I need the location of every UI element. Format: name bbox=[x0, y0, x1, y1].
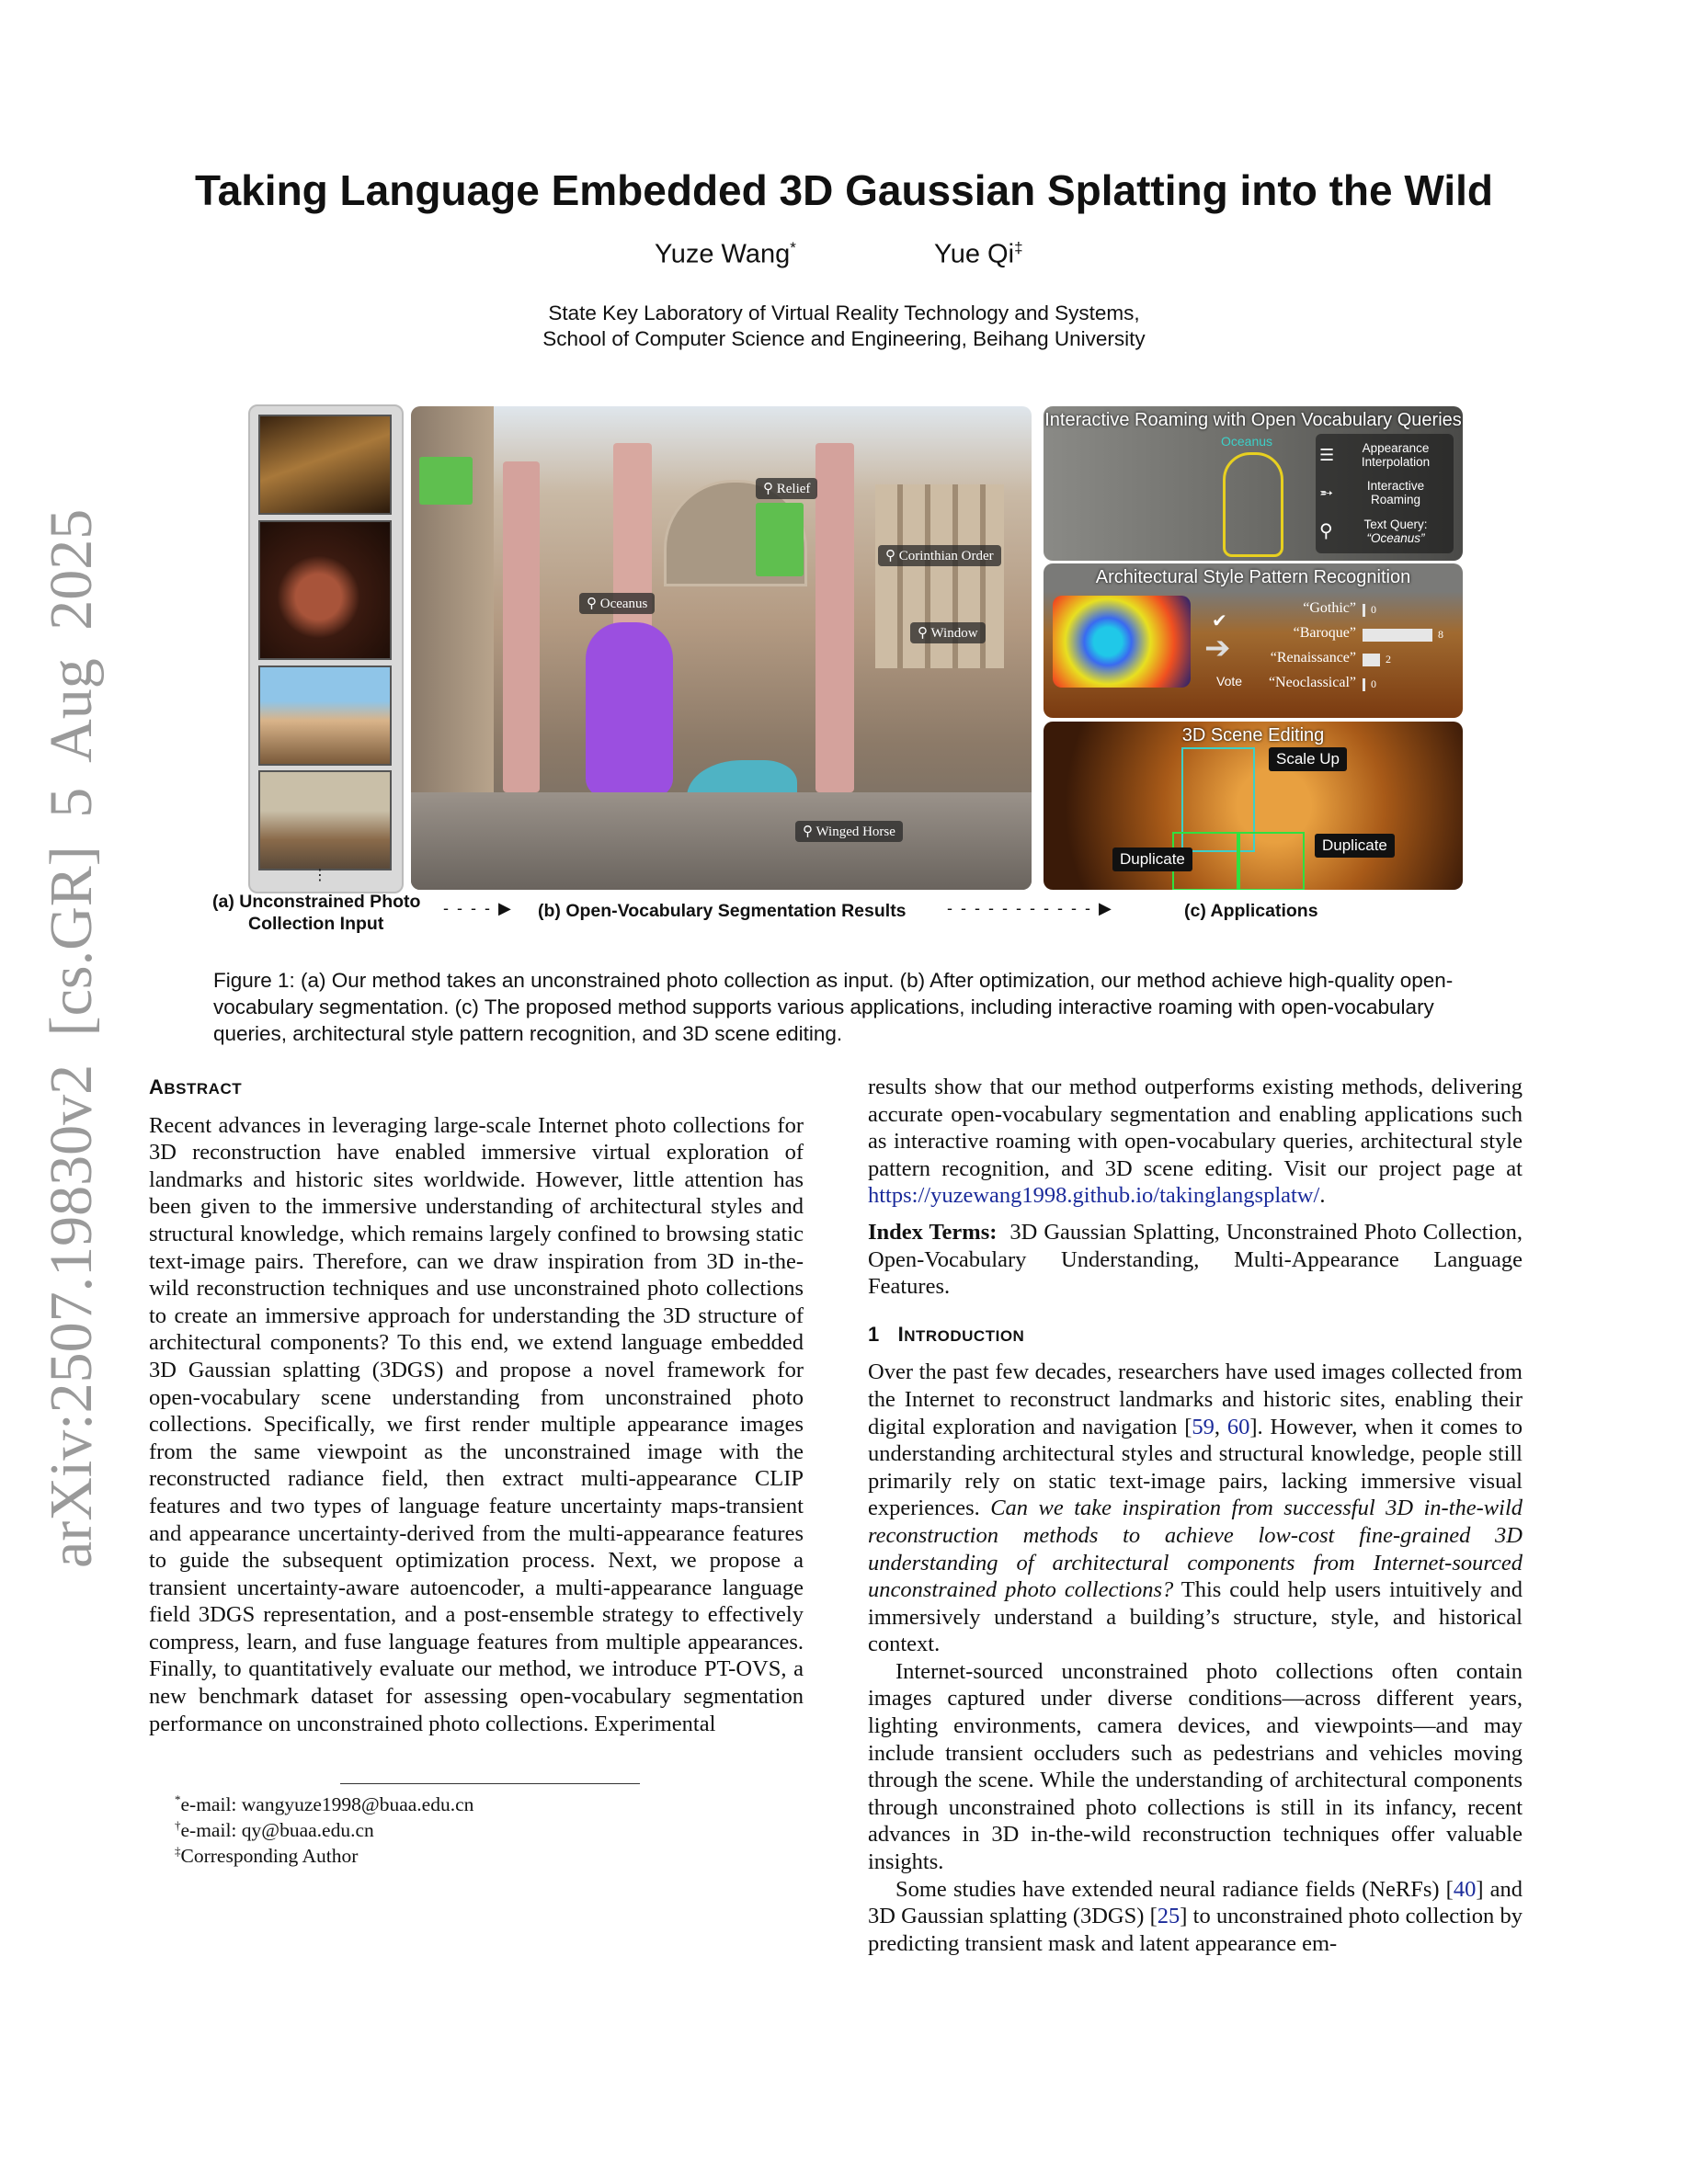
label-a-line-2: Collection Input bbox=[248, 914, 384, 934]
roaming-panel bbox=[1044, 406, 1463, 561]
arrow-c: - - - - - - - - - - - ▶ bbox=[947, 899, 1113, 917]
query-label-window: ⚲ Window bbox=[910, 622, 986, 643]
intro-paragraph-3: Some studies have extended neural radiance fields (NeRFs) [40] and 3D Gaussian splatting (3DGS) [25] to unconstrained photo collection by predicting transient mask and latent appearance em- bbox=[868, 1876, 1523, 1956]
intro-paragraph-1: Over the past few decades, researchers have used images collected from the Internet to reconstruct landmarks and historic sites, enabling their digital exploration and navigation [59, 60]. However, when it comes to understanding architectural styles and structural knowledge, people still primarily rely on static text-image pairs, lacking immersive visual experiences. Can we take inspiration from successful 3D in-the-wild reconstruction methods to achieve low-cost fine-grained 3D understanding of architectural components from Internet-sourced unconstrained photo collections? This could help users intuitively and immersively understand a building’s structure, style, and historical context. bbox=[868, 1359, 1523, 1657]
style-name-3: “Neoclassical” bbox=[1268, 675, 1356, 690]
abstract-text: Recent advances in leveraging large-scale Internet photo collections for 3D reconstruction have enabled immersive virtual exploration of landmarks and historic sites worldwide. However, little attention has been given to the immersive understanding of architectural styles and structural knowledge, which remains largely confined to browsing static text-image pairs. Therefore, can we draw inspiration from 3D in-the-wild reconstruction techniques and use unconstrained photo collections to create an immersive approach for understanding the 3D structure of architectural components? To this end, we extend language embedded 3D Gaussian splatting (3DGS) and propose a novel framework for open-vocabulary scene understanding from unconstrained photo collections. Specifically, we first render multiple appearance images from the same viewpoint as the unconstrained image with the reconstructed radiance field, then extract multi-appearance CLIP features and two types of language feature uncertainty maps-transient and appearance uncertainty-derived from the multi-appearance features to guide the subsequent optimization process. Next, we propose a transient uncertainty-aware autoencoder, a multi-appearance language field 3DGS representation, and a post-ensemble strategy to effectively compress, learn, and fuse language features from multiple appearances. Finally, to quantitatively evaluate our method, we introduce PT-OVS, a new benchmark dataset for assessing open-vocabulary segmentation performance on unconstrained photo collections. Experimental bbox=[149, 1112, 804, 1736]
axes-icon: ➵ bbox=[1319, 483, 1334, 502]
label-b: (b) Open-Vocabulary Segmentation Results bbox=[538, 901, 907, 921]
style-name-1: “Baroque” bbox=[1293, 625, 1356, 641]
roaming-title: Interactive Roaming with Open Vocabulary Queries bbox=[1044, 410, 1462, 430]
menu-appearance-interpolation[interactable]: ☰ Appearance Interpolation bbox=[1319, 441, 1431, 469]
style-bar-3 bbox=[1363, 678, 1365, 691]
query-label-relief: ⚲ Relief bbox=[756, 478, 817, 499]
arxiv-stamp: arXiv:2507.19830v2 [cs.GR] 5 Aug 2025 bbox=[38, 508, 105, 1568]
label-a-line-1: (a) Unconstrained Photo bbox=[212, 892, 421, 912]
style-count-0: 0 bbox=[1371, 603, 1376, 616]
footnote-1: *e-mail: wangyuze1998@buaa.edu.cn bbox=[175, 1792, 474, 1816]
arrow-b: - - - - ▶ bbox=[443, 899, 513, 917]
label-c: (c) Applications bbox=[1184, 901, 1318, 921]
index-terms: Index Terms: 3D Gaussian Splatting, Unconstrained Photo Collection, Open-Vocabulary Understanding, Multi-Appearance Language Features. bbox=[868, 1219, 1523, 1300]
paper-title: Taking Language Embedded 3D Gaussian Splatting into the Wild bbox=[194, 166, 1494, 214]
style-bar-2 bbox=[1363, 654, 1380, 666]
style-bar-1 bbox=[1363, 629, 1432, 642]
menu-text-query[interactable]: ⚲ Text Query: “Oceanus” bbox=[1319, 518, 1428, 545]
vote-label: Vote bbox=[1216, 674, 1243, 688]
scene-editing-panel bbox=[1044, 722, 1463, 890]
style-count-1: 8 bbox=[1438, 628, 1443, 641]
affiliation-line-1: State Key Laboratory of Virtual Reality Technology and Systems, bbox=[548, 301, 1140, 324]
author-1: Yuze Wang* bbox=[655, 239, 796, 269]
footnote-3: ‡Corresponding Author bbox=[175, 1844, 359, 1868]
style-name-2: “Renaissance” bbox=[1270, 650, 1356, 665]
edit-title: 3D Scene Editing bbox=[1181, 725, 1325, 745]
arrow-icon: ➔ bbox=[1204, 631, 1231, 665]
style-name-0: “Gothic” bbox=[1303, 600, 1356, 616]
check-icon: ✔ bbox=[1212, 611, 1227, 631]
style-count-2: 2 bbox=[1386, 653, 1391, 665]
layers-icon: ☰ bbox=[1319, 445, 1335, 464]
footnote-rule bbox=[340, 1783, 640, 1784]
introduction-heading: 1 INTRODUCTION bbox=[868, 1322, 1025, 1346]
thumb-ellipsis: ⋮ bbox=[313, 868, 327, 883]
query-label-winged-horse: ⚲ Winged Horse bbox=[795, 821, 903, 842]
project-page-link[interactable]: https://yuzewang1998.github.io/takinglangsplatw/ bbox=[868, 1183, 1320, 1209]
roaming-object-label: Oceanus bbox=[1221, 434, 1273, 449]
style-count-3: 0 bbox=[1371, 677, 1376, 690]
figure-caption: Figure 1: (a) Our method takes an unconstrained photo collection as input. (b) After optimization, our method achieve high-quality open-vocabulary segmentation. (c) The proposed method supports various applications, including interactive roaming with open-vocabulary queries, architectural style pattern recognition, and 3D scene editing. bbox=[213, 969, 1454, 1045]
citation-25[interactable]: 25 bbox=[1157, 1904, 1180, 1929]
segmentation-result-image bbox=[411, 406, 1032, 890]
author-2: Yue Qi‡ bbox=[934, 239, 1023, 269]
query-label-corinthian: ⚲ Corinthian Order bbox=[878, 545, 1001, 566]
footnote-2: †e-mail: qy@buaa.edu.cn bbox=[175, 1818, 374, 1842]
style-recognition-panel bbox=[1044, 563, 1463, 718]
style-title: Architectural Style Pattern Recognition bbox=[1095, 567, 1411, 587]
right-column bbox=[868, 1074, 1523, 1957]
input-photo-4 bbox=[258, 770, 392, 870]
input-photo-1 bbox=[258, 415, 392, 515]
input-photo-2 bbox=[258, 520, 392, 660]
edit-label-duplicate-1: Duplicate bbox=[1112, 847, 1192, 871]
citation-59[interactable]: 59 bbox=[1192, 1414, 1215, 1439]
citation-60[interactable]: 60 bbox=[1226, 1414, 1250, 1439]
edit-label-scale-up: Scale Up bbox=[1269, 747, 1347, 771]
menu-interactive-roaming[interactable]: ➵ Interactive Roaming bbox=[1319, 479, 1425, 506]
affiliation-line-2: School of Computer Science and Engineering, Beihang University bbox=[542, 327, 1146, 350]
left-column bbox=[149, 1074, 804, 1737]
style-bar-0 bbox=[1363, 604, 1365, 617]
intro-paragraph-2: Internet-sourced unconstrained photo collections often contain images captured under diverse conditions—across different years, lighting environments, camera devices, and viewpoints—and may include transient occluders such as pedestrians and vehicles moving through the scene. While the understanding of architectural components through unconstrained photo collections is still in its infancy, recent advances in 3D in-the-wild reconstruction techniques offer valuable insights. bbox=[868, 1658, 1523, 1875]
input-photo-3 bbox=[258, 665, 392, 766]
edit-label-duplicate-2: Duplicate bbox=[1315, 834, 1395, 858]
query-label-oceanus: ⚲ Oceanus bbox=[579, 593, 655, 614]
abstract-heading: ABSTRACT bbox=[149, 1075, 243, 1098]
feature-heatmap bbox=[1053, 596, 1191, 688]
citation-40[interactable]: 40 bbox=[1453, 1876, 1477, 1902]
search-icon: ⚲ bbox=[1319, 520, 1333, 541]
abstract-continued: results show that our method outperforms existing methods, delivering accurate open-vocabulary segmentation and enabling applications such as interactive roaming with open-vocabulary queries, architectural style pattern recognition, and 3D scene editing. Visit our project page at https://yuzewang1998.github.io/takinglangsplatw/. bbox=[868, 1075, 1523, 1209]
